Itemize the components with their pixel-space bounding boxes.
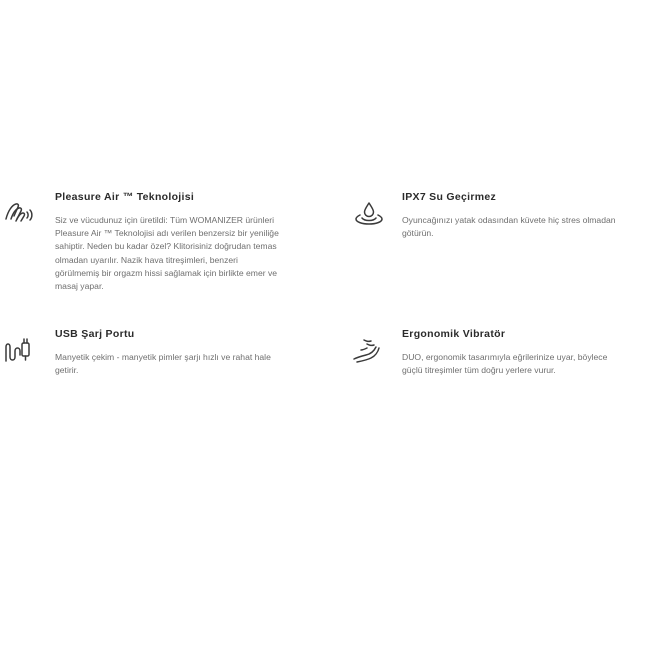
feature-title: USB Şarj Portu — [55, 328, 135, 340]
feature-description: Oyuncağınızı yatak odasından küvete hiç stres olmadan götürün. — [402, 215, 616, 239]
feature-pleasure-air — [55, 190, 283, 293]
feature-description: Siz ve vücudunuz için üretildi: Tüm WOMANIZER ürünleri Pleasure Air ™ Teknolojisi adı verilen benzersiz bir yeniliğe sahiptir. Neden bu kadar özel? Klitorisiniz doğrudan temas olmadan uyarılır. Nazik hava titreşimleri, benzeri görülmemiş bir orgazm hissi sağlamak için birlikte emer ve masaj yapar. — [55, 215, 279, 292]
feature-usb-charging — [55, 327, 287, 377]
feature-waterproof — [402, 190, 622, 240]
ergonomic-vibrator-icon — [350, 333, 384, 367]
feature-ergonomic-vibrator — [402, 327, 624, 377]
feature-description: Manyetik çekim - manyetik pimler şarjı hızlı ve rahat hale getirir. — [55, 352, 271, 376]
air-wave-hand-icon — [3, 197, 37, 231]
feature-description: DUO, ergonomik tasarımıyla eğrilerinize uyar, böylece güçlü titreşimler tüm doğru yerlere vurur. — [402, 352, 608, 376]
feature-title: Ergonomik Vibratör — [402, 328, 506, 340]
feature-title: IPX7 Su Geçirmez — [402, 191, 497, 203]
water-drop-icon — [352, 198, 386, 232]
usb-cable-icon — [3, 333, 37, 367]
feature-title: Pleasure Air ™ Teknolojisi — [55, 191, 195, 203]
